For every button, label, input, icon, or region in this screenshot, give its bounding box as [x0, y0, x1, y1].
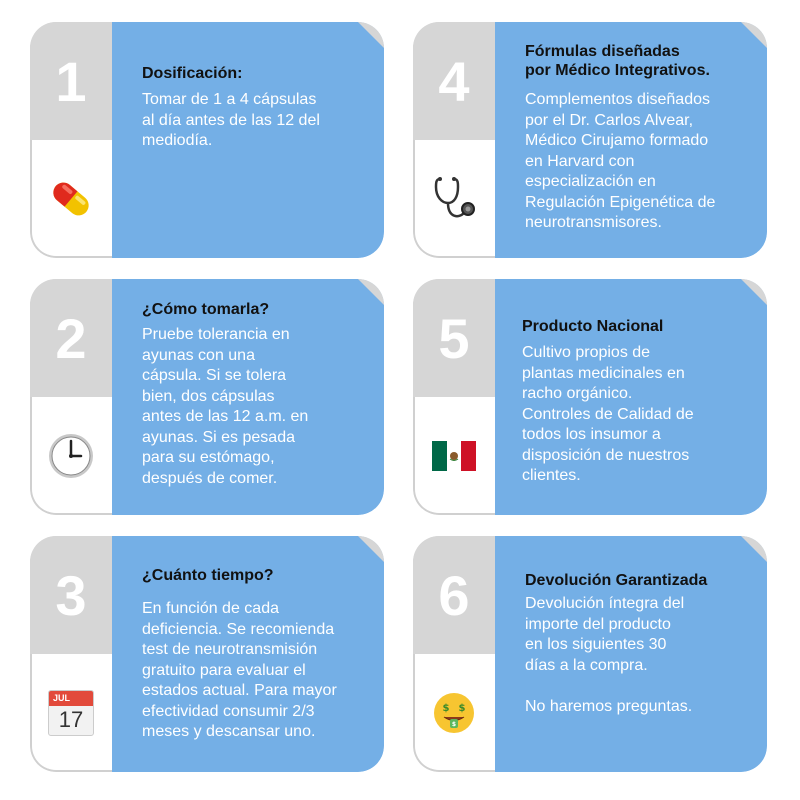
corner-fold — [358, 279, 384, 305]
svg-text:$: $ — [442, 703, 450, 714]
card-number: 3 — [55, 563, 87, 627]
mexico-flag-icon — [413, 397, 495, 515]
corner-fold — [741, 279, 767, 305]
card-title: Producto Nacional — [522, 318, 664, 335]
card-title: Dosificación: — [142, 65, 243, 82]
card-number: 5 — [438, 306, 470, 370]
card-como-tomarla — [30, 279, 384, 515]
card-body: Devolución íntegra del importe del producto en los siguientes 30 días a la compra. No haremos preguntas. — [525, 595, 693, 715]
corner-fold — [741, 22, 767, 48]
card-number: 6 — [438, 563, 470, 627]
clock-icon — [30, 397, 112, 515]
card-content-panel — [495, 536, 767, 772]
svg-text:$: $ — [458, 703, 466, 714]
card-title: ¿Cuánto tiempo? — [142, 567, 274, 584]
card-number: 1 — [55, 49, 87, 113]
card-content-panel — [495, 22, 767, 258]
card-body: Complementos diseñados por el Dr. Carlos Alvear, Médico Cirujamo formado en Harvard con especialización en Regulación Epigenética de neurotransmisores. — [525, 91, 716, 231]
card-formulas — [413, 22, 767, 258]
calendar-icon — [30, 654, 112, 772]
card-title: Fórmulas diseñadas por Médico Integrativos. — [525, 43, 710, 79]
card-body: Cultivo propios de plantas medicinales en racho orgánico. Controles de Calidad de todos los insumor a disposición de nuestros clientes. — [522, 344, 694, 484]
card-number: 4 — [438, 49, 470, 113]
card-content-panel — [112, 536, 384, 772]
calendar-day: 17 — [58, 707, 84, 732]
pill-icon — [30, 140, 112, 258]
calendar-month: JUL — [49, 691, 93, 706]
corner-fold — [358, 536, 384, 562]
money-mouth-face-icon — [413, 654, 495, 772]
card-title: Devolución Garantizada — [525, 572, 708, 589]
card-number: 2 — [55, 306, 87, 370]
svg-text:$: $ — [451, 721, 457, 728]
card-dosificacion — [30, 22, 384, 258]
card-producto-nacional — [413, 279, 767, 515]
card-content-panel — [112, 22, 384, 258]
card-body: En función de cada deficiencia. Se recomienda test de neurotransmisión gratuito para evaluar el estados actual. Para mayor efectividad consumir 2/3 meses y descansar uno. — [142, 600, 337, 740]
card-content-panel — [112, 279, 384, 515]
corner-fold — [358, 22, 384, 48]
card-body: Pruebe tolerancia en ayunas con una cápsula. Si se tolera bien, dos cápsulas antes de las 12 a.m. en ayunas. Si es pesada para su estómago, después de comer. — [142, 326, 309, 487]
card-body: Tomar de 1 a 4 cápsulas al día antes de las 12 del mediodía. — [142, 91, 320, 149]
stethoscope-icon — [413, 140, 495, 258]
card-cuanto-tiempo — [30, 536, 384, 772]
card-content-panel — [495, 279, 767, 515]
card-title: ¿Cómo tomarla? — [142, 301, 270, 318]
corner-fold — [741, 536, 767, 562]
card-devolucion — [413, 536, 767, 772]
